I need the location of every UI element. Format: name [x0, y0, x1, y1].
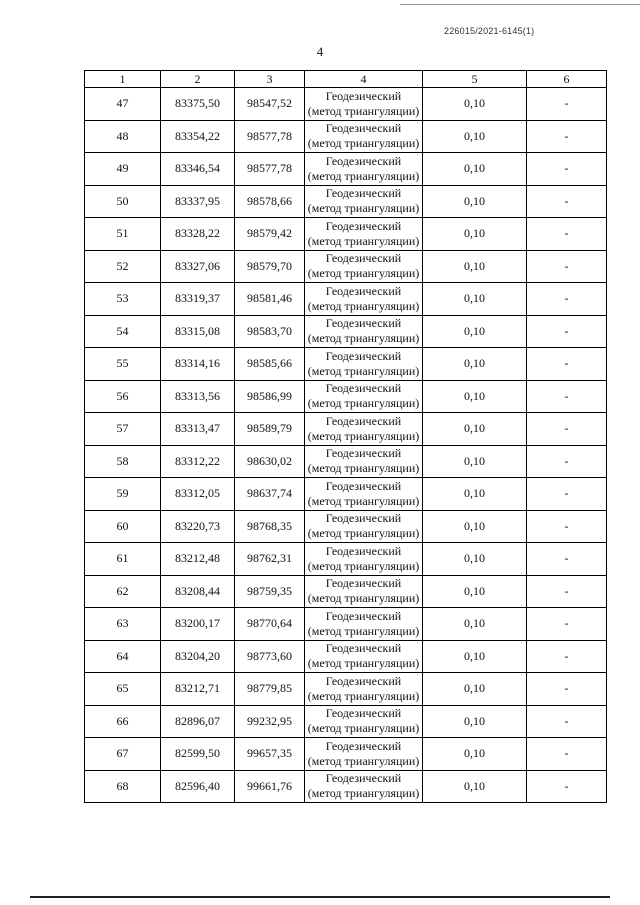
y-coordinate-cell: 98585,66 [235, 348, 305, 381]
point-number-cell: 62 [85, 575, 161, 608]
point-number-cell: 51 [85, 218, 161, 251]
method-cell [305, 705, 423, 738]
method-line-1: Геодезический [325, 283, 402, 298]
method-line-2: (метод триангуляции) [307, 656, 420, 671]
header-col-6: 6 [527, 71, 607, 88]
method-cell [305, 478, 423, 511]
x-coordinate-cell: 83327,06 [161, 250, 235, 283]
method-cell [305, 120, 423, 153]
method-line-2: (метод триангуляции) [307, 396, 420, 411]
header-col-1: 1 [85, 71, 161, 88]
method-cell [305, 153, 423, 186]
point-number-cell: 49 [85, 153, 161, 186]
method-line-1: Геодезический [325, 186, 402, 201]
method-line-1: Геодезический [325, 478, 402, 493]
point-number-cell: 55 [85, 348, 161, 381]
table-row [85, 543, 607, 576]
header-col-3: 3 [235, 71, 305, 88]
method-line-2: (метод триангуляции) [307, 168, 420, 183]
method-line-1: Геодезический [325, 608, 402, 623]
method-cell [305, 575, 423, 608]
method-cell [305, 608, 423, 641]
point-number-cell: 64 [85, 640, 161, 673]
table-row [85, 770, 607, 803]
page-number: 4 [316, 44, 324, 59]
accuracy-cell: 0,10 [423, 608, 527, 641]
table-row [85, 250, 607, 283]
x-coordinate-cell: 83375,50 [161, 88, 235, 121]
method-line-2: (метод триангуляции) [307, 103, 420, 118]
method-cell [305, 315, 423, 348]
y-coordinate-cell: 98762,31 [235, 543, 305, 576]
method-line-2: (метод триангуляции) [307, 461, 420, 476]
header-col-5: 5 [423, 71, 527, 88]
x-coordinate-cell: 83212,48 [161, 543, 235, 576]
point-number-cell: 67 [85, 738, 161, 771]
x-coordinate-cell: 83337,95 [161, 185, 235, 218]
method-line-2: (метод триангуляции) [307, 786, 420, 801]
col6-cell: - [527, 120, 607, 153]
y-coordinate-cell: 98768,35 [235, 510, 305, 543]
method-cell [305, 250, 423, 283]
y-coordinate-cell: 98579,42 [235, 218, 305, 251]
table-row [85, 315, 607, 348]
accuracy-cell: 0,10 [423, 153, 527, 186]
accuracy-cell: 0,10 [423, 185, 527, 218]
method-line-2: (метод триангуляции) [307, 493, 420, 508]
y-coordinate-cell: 99661,76 [235, 770, 305, 803]
col6-cell: - [527, 770, 607, 803]
point-number-cell: 56 [85, 380, 161, 413]
method-cell [305, 380, 423, 413]
y-coordinate-cell: 98586,99 [235, 380, 305, 413]
table-row [85, 348, 607, 381]
table-row [85, 283, 607, 316]
y-coordinate-cell: 99232,95 [235, 705, 305, 738]
x-coordinate-cell: 83200,17 [161, 608, 235, 641]
table-row [85, 445, 607, 478]
y-coordinate-cell: 98779,85 [235, 673, 305, 706]
x-coordinate-cell: 82596,40 [161, 770, 235, 803]
point-number-cell: 53 [85, 283, 161, 316]
accuracy-cell: 0,10 [423, 543, 527, 576]
accuracy-cell: 0,10 [423, 705, 527, 738]
col6-cell: - [527, 153, 607, 186]
col6-cell: - [527, 185, 607, 218]
col6-cell: - [527, 640, 607, 673]
point-number-cell: 47 [85, 88, 161, 121]
point-number-cell: 58 [85, 445, 161, 478]
method-line-2: (метод триангуляции) [307, 331, 420, 346]
accuracy-cell: 0,10 [423, 218, 527, 251]
y-coordinate-cell: 98583,70 [235, 315, 305, 348]
x-coordinate-cell: 83204,20 [161, 640, 235, 673]
method-line-2: (метод триангуляции) [307, 363, 420, 378]
x-coordinate-cell: 83314,16 [161, 348, 235, 381]
method-line-1: Геодезический [325, 738, 402, 753]
x-coordinate-cell: 83312,22 [161, 445, 235, 478]
method-line-2: (метод триангуляции) [307, 591, 420, 606]
accuracy-cell: 0,10 [423, 283, 527, 316]
col6-cell: - [527, 738, 607, 771]
table-row [85, 153, 607, 186]
method-cell [305, 348, 423, 381]
point-number-cell: 52 [85, 250, 161, 283]
method-cell [305, 673, 423, 706]
col6-cell: - [527, 673, 607, 706]
accuracy-cell: 0,10 [423, 413, 527, 446]
y-coordinate-cell: 98579,70 [235, 250, 305, 283]
x-coordinate-cell: 83313,56 [161, 380, 235, 413]
col6-cell: - [527, 283, 607, 316]
x-coordinate-cell: 83313,47 [161, 413, 235, 446]
point-number-cell: 66 [85, 705, 161, 738]
method-line-2: (метод триангуляции) [307, 753, 420, 768]
accuracy-cell: 0,10 [423, 120, 527, 153]
accuracy-cell: 0,10 [423, 478, 527, 511]
y-coordinate-cell: 98773,60 [235, 640, 305, 673]
method-line-2: (метод триангуляции) [307, 298, 420, 313]
table-row [85, 640, 607, 673]
document-id: 226015/2021-6145(1) [444, 26, 535, 36]
method-line-1: Геодезический [325, 251, 402, 266]
point-number-cell: 59 [85, 478, 161, 511]
method-line-2: (метод триангуляции) [307, 136, 420, 151]
header-col-4: 4 [305, 71, 423, 88]
table-row [85, 705, 607, 738]
table-row [85, 120, 607, 153]
col6-cell: - [527, 380, 607, 413]
table-row [85, 673, 607, 706]
method-cell [305, 218, 423, 251]
accuracy-cell: 0,10 [423, 250, 527, 283]
col6-cell: - [527, 608, 607, 641]
method-line-1: Геодезический [325, 706, 402, 721]
table-row [85, 413, 607, 446]
method-line-2: (метод триангуляции) [307, 623, 420, 638]
accuracy-cell: 0,10 [423, 575, 527, 608]
y-coordinate-cell: 98581,46 [235, 283, 305, 316]
method-cell [305, 640, 423, 673]
point-number-cell: 61 [85, 543, 161, 576]
x-coordinate-cell: 83315,08 [161, 315, 235, 348]
point-number-cell: 65 [85, 673, 161, 706]
accuracy-cell: 0,10 [423, 510, 527, 543]
y-coordinate-cell: 98578,66 [235, 185, 305, 218]
method-cell [305, 770, 423, 803]
col6-cell: - [527, 315, 607, 348]
bottom-scan-edge [30, 896, 610, 898]
method-line-1: Геодезический [325, 88, 402, 103]
method-cell [305, 413, 423, 446]
y-coordinate-cell: 98759,35 [235, 575, 305, 608]
method-cell [305, 283, 423, 316]
x-coordinate-cell: 83208,44 [161, 575, 235, 608]
table-row [85, 185, 607, 218]
method-line-2: (метод триангуляции) [307, 233, 420, 248]
accuracy-cell: 0,10 [423, 445, 527, 478]
method-line-1: Геодезический [325, 543, 402, 558]
table-row [85, 478, 607, 511]
table-header-row [85, 71, 607, 88]
x-coordinate-cell: 83328,22 [161, 218, 235, 251]
accuracy-cell: 0,10 [423, 640, 527, 673]
col6-cell: - [527, 478, 607, 511]
y-coordinate-cell: 98770,64 [235, 608, 305, 641]
x-coordinate-cell: 82599,50 [161, 738, 235, 771]
table-row [85, 608, 607, 641]
col6-cell: - [527, 705, 607, 738]
table-row [85, 510, 607, 543]
method-cell [305, 88, 423, 121]
method-line-1: Геодезический [325, 673, 402, 688]
col6-cell: - [527, 543, 607, 576]
point-number-cell: 60 [85, 510, 161, 543]
method-cell [305, 185, 423, 218]
table-row [85, 380, 607, 413]
x-coordinate-cell: 83220,73 [161, 510, 235, 543]
accuracy-cell: 0,10 [423, 673, 527, 706]
col6-cell: - [527, 348, 607, 381]
method-line-1: Геодезический [325, 576, 402, 591]
y-coordinate-cell: 98637,74 [235, 478, 305, 511]
table-body [85, 88, 607, 803]
table-row [85, 218, 607, 251]
method-line-1: Геодезический [325, 121, 402, 136]
method-line-2: (метод триангуляции) [307, 558, 420, 573]
method-cell [305, 738, 423, 771]
method-line-2: (метод триангуляции) [307, 526, 420, 541]
accuracy-cell: 0,10 [423, 315, 527, 348]
method-line-2: (метод триангуляции) [307, 688, 420, 703]
method-line-1: Геодезический [325, 348, 402, 363]
table-row [85, 88, 607, 121]
y-coordinate-cell: 99657,35 [235, 738, 305, 771]
method-line-1: Геодезический [325, 641, 402, 656]
point-number-cell: 68 [85, 770, 161, 803]
accuracy-cell: 0,10 [423, 770, 527, 803]
method-line-2: (метод триангуляции) [307, 428, 420, 443]
method-cell [305, 543, 423, 576]
accuracy-cell: 0,10 [423, 380, 527, 413]
col6-cell: - [527, 88, 607, 121]
col6-cell: - [527, 575, 607, 608]
x-coordinate-cell: 83354,22 [161, 120, 235, 153]
method-line-2: (метод триангуляции) [307, 721, 420, 736]
y-coordinate-cell: 98589,79 [235, 413, 305, 446]
y-coordinate-cell: 98577,78 [235, 120, 305, 153]
header-col-2: 2 [161, 71, 235, 88]
point-number-cell: 50 [85, 185, 161, 218]
y-coordinate-cell: 98547,52 [235, 88, 305, 121]
col6-cell: - [527, 510, 607, 543]
accuracy-cell: 0,10 [423, 348, 527, 381]
method-cell [305, 510, 423, 543]
method-line-1: Геодезический [325, 218, 402, 233]
col6-cell: - [527, 250, 607, 283]
x-coordinate-cell: 83346,54 [161, 153, 235, 186]
point-number-cell: 54 [85, 315, 161, 348]
col6-cell: - [527, 218, 607, 251]
method-line-1: Геодезический [325, 413, 402, 428]
method-line-1: Геодезический [325, 153, 402, 168]
method-line-2: (метод триангуляции) [307, 201, 420, 216]
col6-cell: - [527, 413, 607, 446]
coordinates-table [84, 70, 607, 803]
x-coordinate-cell: 83312,05 [161, 478, 235, 511]
method-line-2: (метод триангуляции) [307, 266, 420, 281]
accuracy-cell: 0,10 [423, 88, 527, 121]
table-row [85, 575, 607, 608]
method-line-1: Геодезический [325, 381, 402, 396]
method-cell [305, 445, 423, 478]
col6-cell: - [527, 445, 607, 478]
y-coordinate-cell: 98577,78 [235, 153, 305, 186]
method-line-1: Геодезический [325, 316, 402, 331]
x-coordinate-cell: 83212,71 [161, 673, 235, 706]
point-number-cell: 57 [85, 413, 161, 446]
accuracy-cell: 0,10 [423, 738, 527, 771]
x-coordinate-cell: 83319,37 [161, 283, 235, 316]
point-number-cell: 63 [85, 608, 161, 641]
table-row [85, 738, 607, 771]
point-number-cell: 48 [85, 120, 161, 153]
top-edge-rule [400, 4, 640, 5]
x-coordinate-cell: 82896,07 [161, 705, 235, 738]
method-line-1: Геодезический [325, 446, 402, 461]
method-line-1: Геодезический [325, 511, 402, 526]
y-coordinate-cell: 98630,02 [235, 445, 305, 478]
method-line-1: Геодезический [325, 771, 402, 786]
